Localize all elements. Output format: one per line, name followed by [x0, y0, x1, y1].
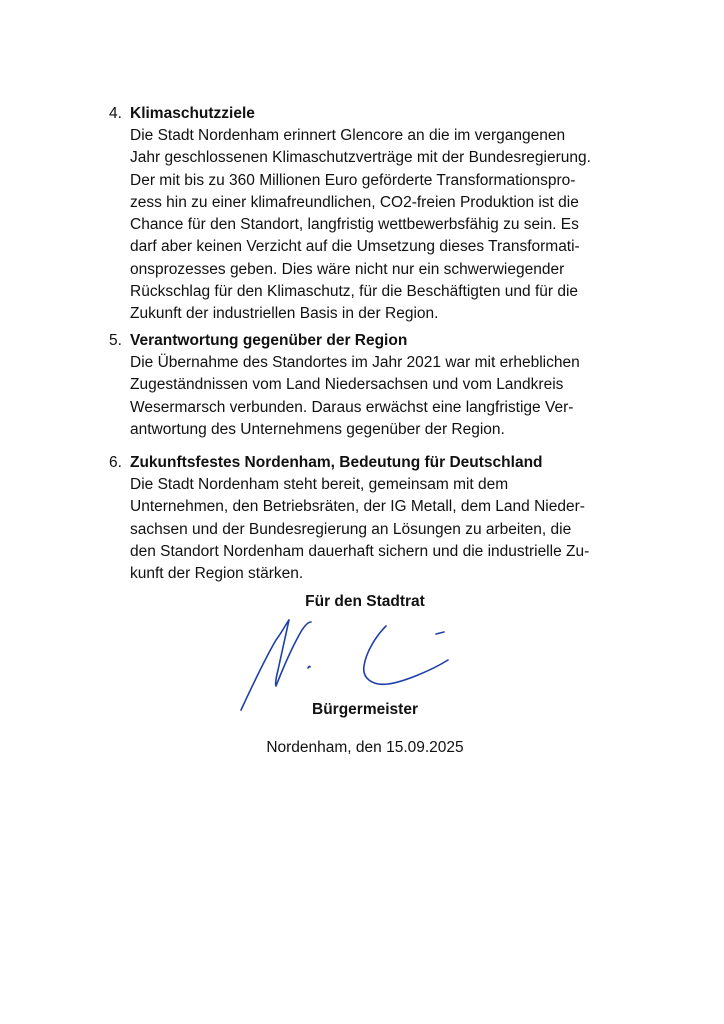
section-title: Zukunftsfestes Nordenham, Bedeutung für Deutschland	[130, 454, 543, 471]
section-body	[130, 125, 649, 326]
body-line: Zukunft der industriellen Basis in der Region.	[130, 305, 439, 323]
signature-heading: Für den Stadtrat	[305, 593, 425, 610]
body-line: Zugeständnissen vom Land Niedersachsen und vom Landkreis	[130, 376, 564, 394]
body-line: Chance für den Standort, langfristig wettbewerbsfähig zu sein. Es	[130, 216, 579, 234]
body-line: Die Stadt Nordenham steht bereit, gemeinsam mit dem	[130, 476, 509, 493]
body-line: Wesermarsch verbunden. Daraus erwächst eine langfristige Ver-	[130, 398, 574, 416]
section-zukunftsfestes-nordenham	[109, 452, 649, 585]
section-title: Klimaschutzziele	[130, 105, 255, 122]
body-line: Rückschlag für den Klimaschutz, für die Beschäftigten und für die	[130, 283, 579, 301]
section-heading	[109, 452, 649, 474]
place-and-date: Nordenham, den 15.09.2025	[266, 739, 464, 756]
handwritten-signature	[236, 612, 466, 712]
body-line: Jahr geschlossenen Klimaschutzverträge mit der Bundesregierung.	[130, 149, 591, 167]
body-line: antwortung des Unternehmens gegenüber der Region.	[130, 420, 505, 438]
body-line: Die Stadt Nordenham erinnert Glencore an die im vergangenen	[130, 127, 566, 144]
body-line: Die Übernahme des Standortes im Jahr 2021 war mit erheblichen	[130, 354, 580, 371]
section-number: 5.	[109, 332, 122, 349]
body-line: Unternehmen, den Betriebsräten, der IG Metall, dem Land Nieder-	[130, 498, 585, 516]
body-line: zess hin zu einer klimafreundlichen, CO2-freien Produktion ist die	[130, 193, 579, 211]
body-line: onsprozesses geben. Dies wäre nicht nur ein schwerwiegender	[130, 260, 565, 278]
section-heading	[109, 103, 649, 125]
section-number: 6.	[109, 454, 122, 471]
section-title: Verantwortung gegenüber der Region	[130, 332, 408, 349]
section-body	[130, 474, 649, 585]
body-line: sachsen und der Bundesregierung an Lösungen zu arbeiten, die	[130, 520, 572, 538]
section-heading	[109, 330, 649, 352]
section-klimaschutzziele	[109, 103, 649, 326]
section-body	[130, 352, 649, 441]
body-line: kunft der Region stärken.	[130, 565, 304, 583]
section-number: 4.	[109, 105, 122, 122]
body-line: Der mit bis zu 360 Millionen Euro geförderte Transformationspro-	[130, 171, 576, 189]
section-verantwortung	[109, 330, 649, 441]
signatory-role: Bürgermeister	[312, 701, 418, 718]
body-line: den Standort Nordenham dauerhaft sichern und die industrielle Zu-	[130, 542, 590, 560]
body-line: darf aber keinen Verzicht auf die Umsetzung dieses Transformati-	[130, 238, 580, 256]
